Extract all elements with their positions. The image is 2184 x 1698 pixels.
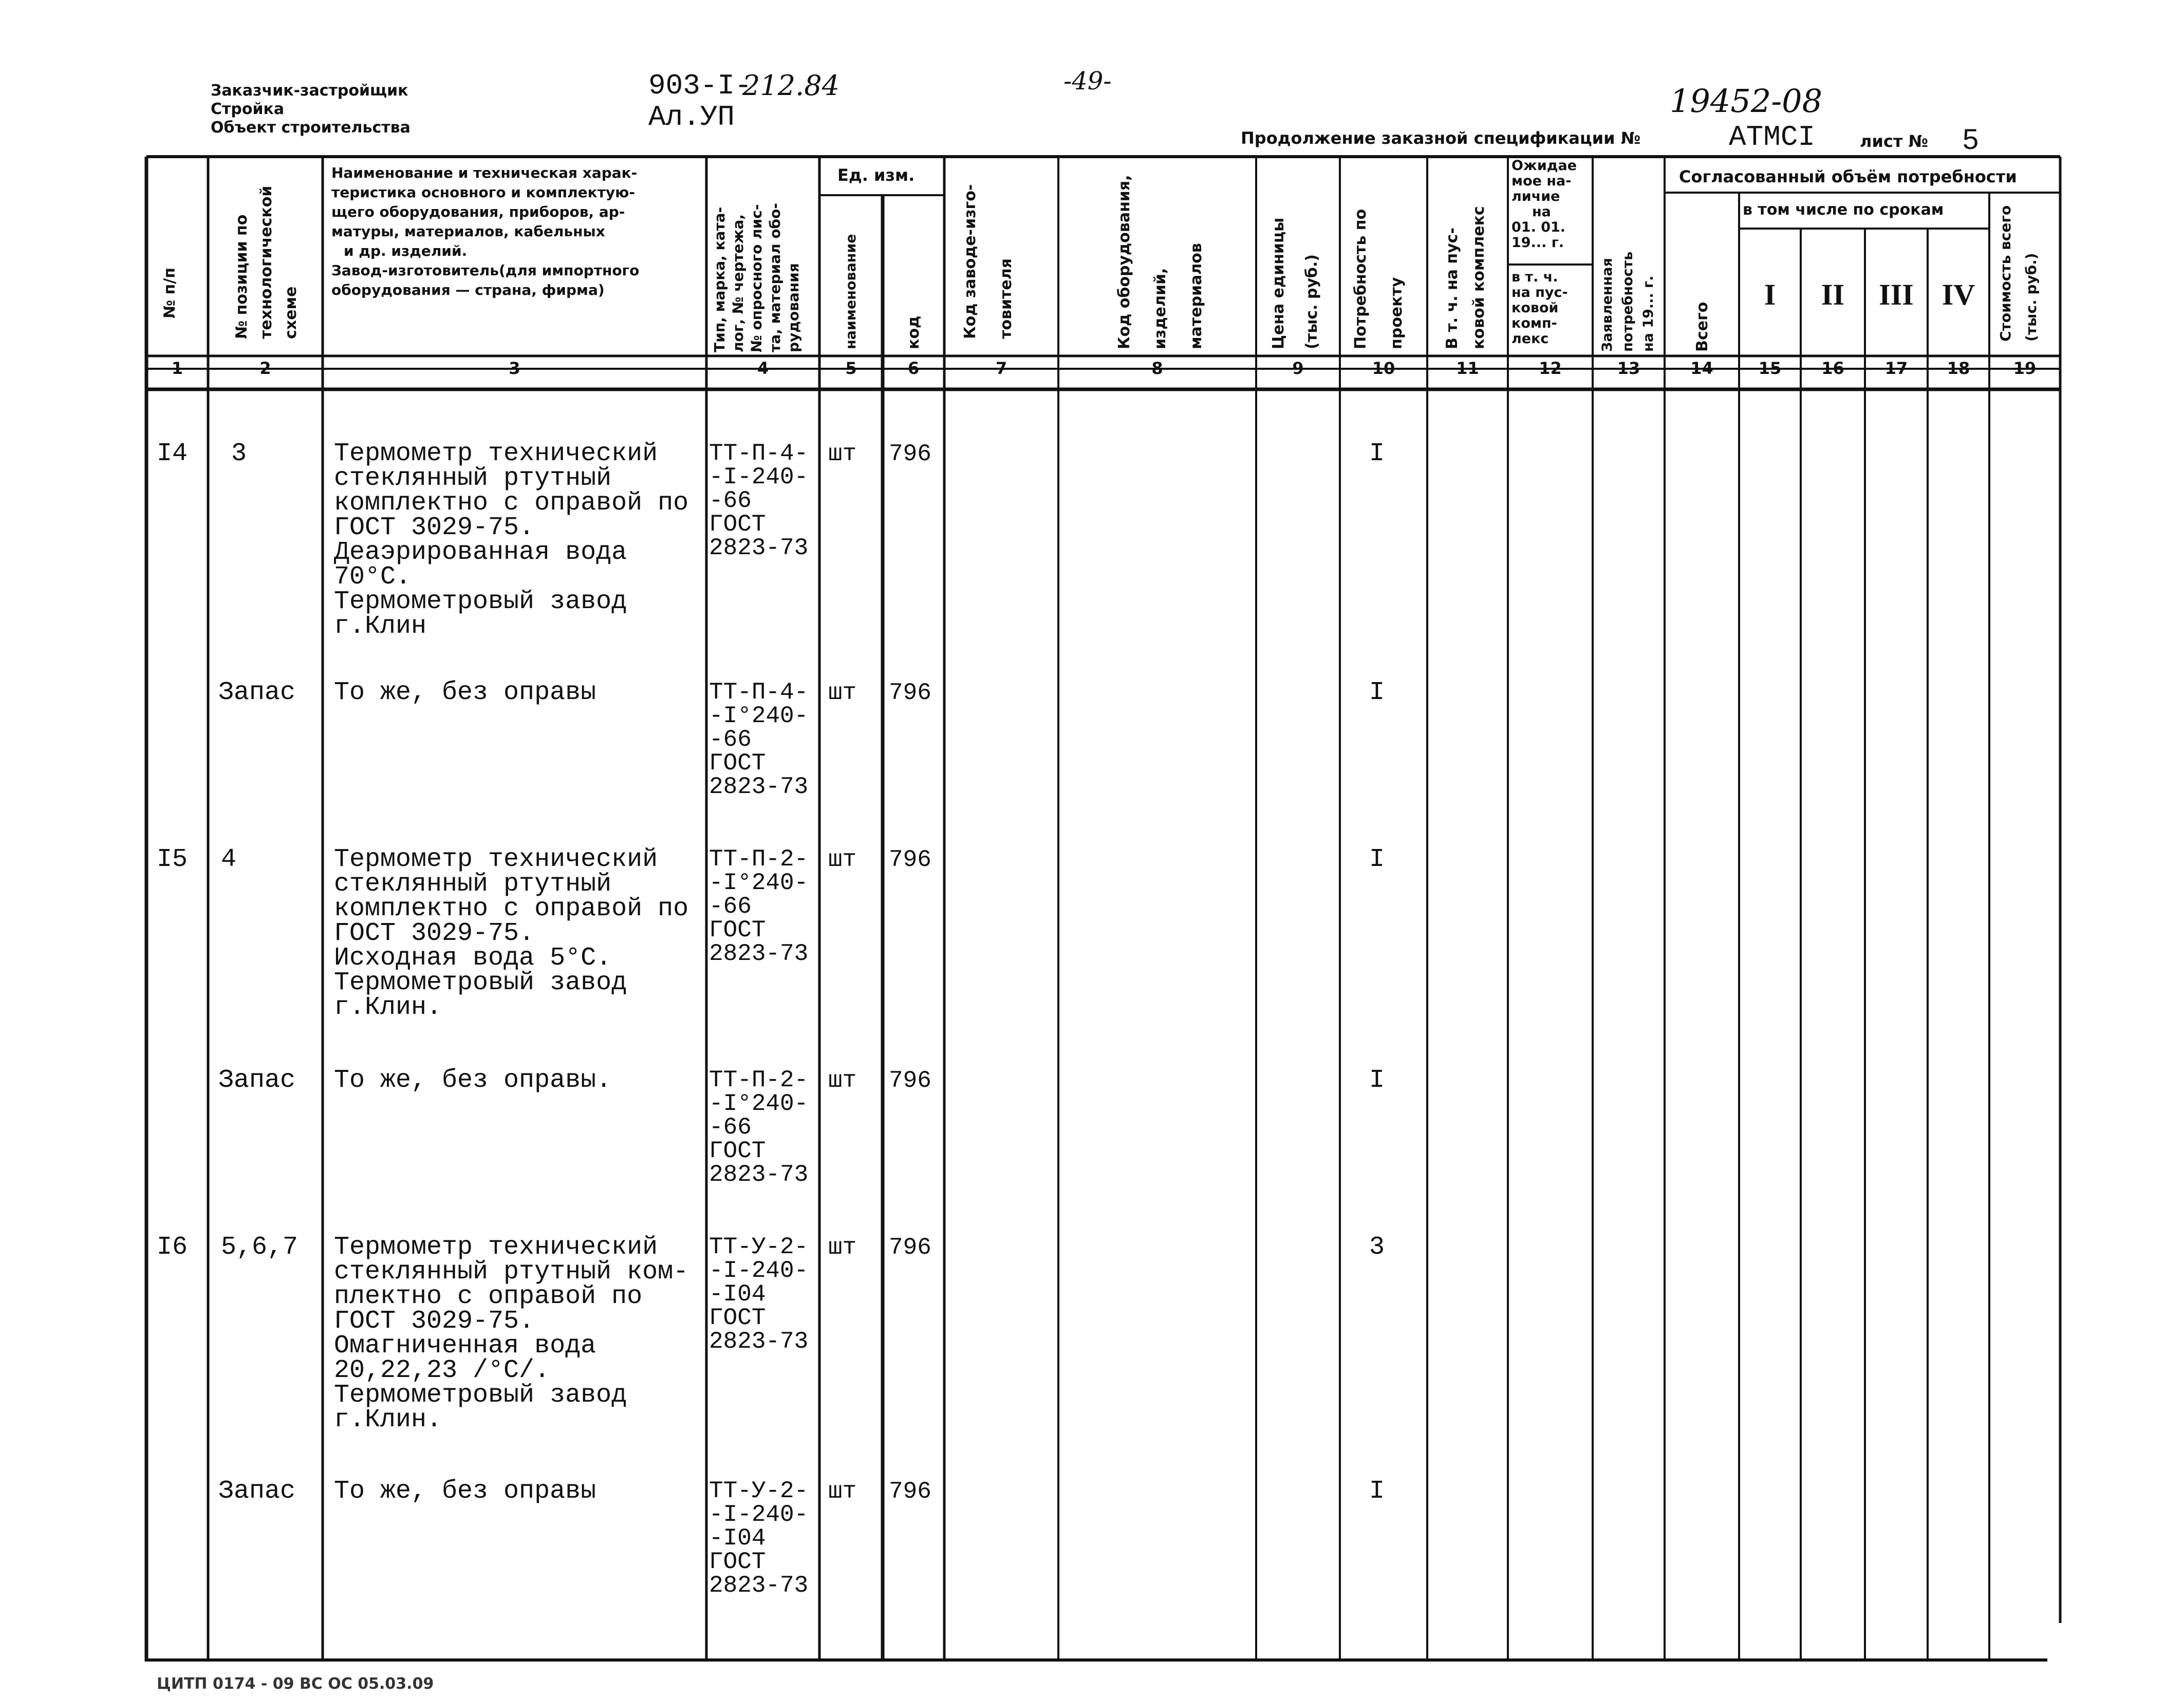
col-header-10-line: Потребность по <box>1352 209 1370 349</box>
row-unit: шт <box>828 1067 857 1094</box>
column-number: 4 <box>757 359 769 378</box>
col-header-1: № п/п <box>161 268 179 318</box>
column-number: 6 <box>907 359 920 378</box>
row-type: ТТ-У-2- -I-240- -I04 ГОСТ 2823-73 <box>709 1234 809 1355</box>
column-number: 12 <box>1539 359 1562 378</box>
col-header-4-line: рудования <box>785 263 802 352</box>
row-code: 796 <box>889 1478 931 1505</box>
row-position: Запас <box>218 678 296 707</box>
row-type: ТТ-П-2- -I°240- -66 ГОСТ 2823-73 <box>709 846 809 967</box>
column-number: 16 <box>1821 359 1844 378</box>
row-name: То же, без оправы <box>334 1477 596 1506</box>
row-type: ТТ-П-4- -I°240- -66 ГОСТ 2823-73 <box>709 679 809 800</box>
col-header-12-bottom <box>1511 270 1568 347</box>
col-header-3-line: матуры, материалов, кабельных <box>331 223 605 240</box>
col-header-12-line: комп- <box>1511 315 1557 331</box>
col-header-6: код <box>905 315 923 349</box>
col-header-8-line: материалов <box>1187 243 1205 349</box>
column-number: 9 <box>1292 359 1304 378</box>
col-header-12-line: ковой <box>1511 300 1559 316</box>
col-header-19-line: (тыс. руб.) <box>2023 253 2040 342</box>
row-name: То же, без оправы. <box>334 1066 612 1095</box>
page-number: -49- <box>1063 67 1112 96</box>
column-number: 1 <box>171 359 183 378</box>
term-header-1: I <box>1764 278 1776 311</box>
col-header-13-line: на 19... г. <box>1640 275 1656 352</box>
column-number: 18 <box>1947 359 1970 378</box>
col-header-12-line: в т. ч. <box>1511 269 1558 285</box>
col-header-8-line: изделий, <box>1151 268 1169 349</box>
col-header-3-line: Наименование и техническая харак- <box>331 164 638 181</box>
term-header-3: III <box>1879 278 1914 311</box>
col-header-2-line-1: № позиции по <box>233 214 251 339</box>
row-number: I4 <box>157 439 188 468</box>
row-code: 796 <box>889 441 931 467</box>
column-number: 7 <box>995 359 1007 378</box>
col-header-3-line: теристика основного и комплектую- <box>331 184 635 201</box>
row-position: 3 <box>231 439 247 468</box>
row-qty: I <box>1369 439 1385 468</box>
col-header-9-line: (тыс. руб.) <box>1303 254 1321 349</box>
col-header-13-line: потребность <box>1620 251 1636 352</box>
project-code: 903-I- <box>648 69 752 102</box>
row-code: 796 <box>889 680 931 706</box>
column-number: 13 <box>1617 359 1640 378</box>
col-header-4-line: та, материал обо- <box>767 203 783 352</box>
row-qty: I <box>1369 678 1385 707</box>
col-header-12-line: личие <box>1511 188 1560 204</box>
col-header-12-line: 19... г. <box>1511 235 1564 251</box>
column-number: 11 <box>1456 359 1479 378</box>
col-header-2-line-3: схеме <box>282 286 300 339</box>
row-unit: шт <box>828 1234 857 1261</box>
row-name: Термометр технический стеклянный ртутный комплектно с оправой по ГОСТ 3029-75. Исходная вода 5°С. Термометровый завод г.Клин. <box>334 845 689 1022</box>
col-header-12-line: лекс <box>1511 331 1549 347</box>
continuation-label: Продолжение заказной спецификации № <box>1241 128 1641 148</box>
col-header-12-top <box>1511 158 1577 251</box>
unit-group-header: Ед. изм. <box>837 165 915 185</box>
column-number: 17 <box>1884 359 1908 378</box>
row-name: Термометр технический стеклянный ртутный ком- плектно с оправой по ГОСТ 3029-75. Омагниченная вода 20,22,23 /°С/. Термометровый завод г.Клин. <box>334 1233 689 1435</box>
row-qty: I <box>1369 1477 1385 1506</box>
row-unit: шт <box>828 441 857 467</box>
col-header-14: Всего <box>1693 301 1711 352</box>
col-header-12-line: на пус- <box>1511 285 1568 300</box>
row-qty: I <box>1369 845 1385 874</box>
column-number: 19 <box>2013 359 2037 378</box>
col-header-3-line: Завод-изготовитель(для импортного <box>331 262 640 279</box>
row-qty: 3 <box>1369 1233 1385 1262</box>
row-position: 4 <box>221 845 237 874</box>
row-position: Запас <box>218 1477 296 1506</box>
col-header-4-line: лог, № чертежа, <box>730 214 746 352</box>
column-number: 8 <box>1151 359 1163 378</box>
term-header-4: IV <box>1942 278 1975 311</box>
row-name: Термометр технический стеклянный ртутный комплектно с оправой по ГОСТ 3029-75. Деаэрированная вода 70°С. Термометровый завод г.Клин <box>334 439 689 641</box>
col-header-5: наименование <box>843 234 859 349</box>
col-header-8-line: Код оборудования, <box>1115 175 1133 349</box>
row-code: 796 <box>889 1067 931 1094</box>
column-number: 2 <box>259 359 271 378</box>
col-header-7-line: Код заводе-изго- <box>961 184 979 339</box>
col-header-12-line: 01. 01. <box>1511 219 1566 235</box>
row-code: 796 <box>889 846 931 873</box>
row-code: 796 <box>889 1234 931 1261</box>
row-unit: шт <box>828 680 857 706</box>
row-type: ТТ-П-2- -I°240- -66 ГОСТ 2823-73 <box>709 1067 809 1188</box>
customer-label: Заказчик-застройщик <box>211 82 408 100</box>
col-header-3-line: щего оборудования, приборов, ар- <box>331 203 625 220</box>
col-header-13-line: Заявленная <box>1599 258 1615 352</box>
col-header-4-line: № опросного лис- <box>748 204 765 352</box>
row-position: 5,6,7 <box>221 1233 298 1262</box>
project-code-handwritten: 212.84 <box>742 69 839 102</box>
row-unit: шт <box>828 1478 857 1505</box>
col-header-10-line: проекту <box>1388 277 1406 349</box>
object-label: Объект строительства <box>211 119 410 137</box>
spec-code: АТМСI <box>1729 121 1816 154</box>
column-number: 10 <box>1372 359 1395 378</box>
col-header-4-line: Тип, марка, ката- <box>711 206 728 352</box>
column-number: 5 <box>845 359 857 378</box>
col-header-12-line: мое на- <box>1511 173 1572 189</box>
col-header-9-line: Цена единицы <box>1270 217 1287 349</box>
row-type: ТТ-У-2- -I-240- -I04 ГОСТ 2823-73 <box>709 1478 809 1599</box>
col-header-3 <box>331 163 704 300</box>
footer-stamp: ЦИТП 0174 - 09 ВС ОС 05.03.09 <box>157 1675 434 1693</box>
col-header-2-line-2: технологической <box>257 185 275 339</box>
document-number-handwritten: 19452-08 <box>1670 82 1823 120</box>
site-label: Стройка <box>211 100 285 118</box>
col-header-12-line: Ожидае <box>1511 158 1577 174</box>
column-number: 14 <box>1690 359 1713 378</box>
album-label: Ал.УП <box>648 101 735 134</box>
sheet-number: 5 <box>1963 123 1979 155</box>
column-number: 3 <box>509 359 520 378</box>
col-header-11-line: ковой комплекс <box>1470 206 1488 349</box>
col-header-3-line: оборудования — страна, фирма) <box>331 281 605 298</box>
col-header-12-line: на <box>1532 204 1551 220</box>
row-type: ТТ-П-4- -I-240- -66 ГОСТ 2823-73 <box>709 440 809 561</box>
by-terms-header: в том числе по срокам <box>1743 201 1944 219</box>
row-name: То же, без оправы <box>334 678 596 707</box>
term-header-2: II <box>1821 278 1845 311</box>
col-header-11-line: В т. ч. на пус- <box>1443 228 1461 349</box>
row-number: I6 <box>157 1233 188 1262</box>
col-header-19-line: Стоимость всего <box>1997 205 2014 342</box>
row-unit: шт <box>828 846 857 873</box>
col-header-7-line: товителя <box>997 258 1015 339</box>
row-number: I5 <box>157 845 188 874</box>
column-number: 15 <box>1758 359 1782 378</box>
sheet-label: лист № <box>1860 131 1929 151</box>
row-qty: I <box>1369 1066 1385 1095</box>
col-header-3-line: и др. изделий. <box>344 242 468 259</box>
row-position: Запас <box>218 1066 296 1095</box>
agreed-volume-header: Согласованный объём потребности <box>1679 167 2017 186</box>
